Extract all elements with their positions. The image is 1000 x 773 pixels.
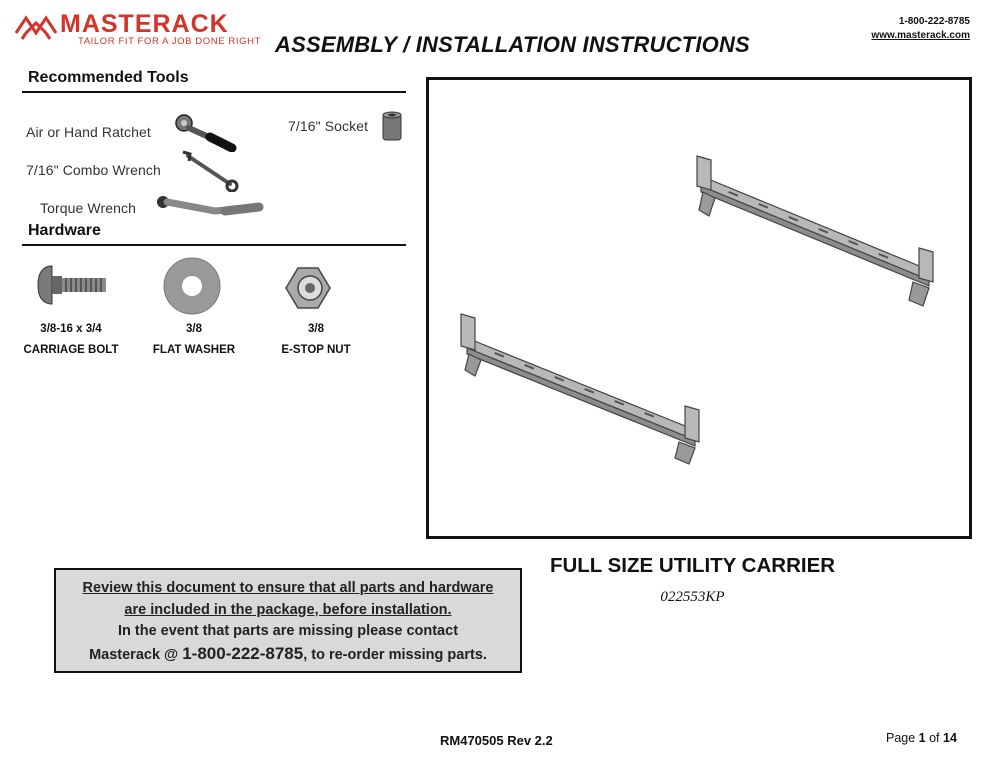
hardware-name: E-STOP NUT [281, 344, 351, 356]
hardware-divider [22, 244, 406, 246]
document-revision: RM470505 Rev 2.2 [440, 733, 553, 748]
tools-heading: Recommended Tools [28, 69, 189, 86]
brand-name: MASTERACK [60, 10, 229, 38]
notice-line-2: are included in the package, before installation. [124, 601, 452, 618]
page-prefix: Page [886, 731, 919, 745]
carriage-bolt-icon [36, 262, 108, 308]
notice-line-3: In the event that parts are missing please contact [117, 623, 459, 639]
ratchet-icon [172, 112, 238, 152]
notice-contact-suffix: , to re-order missing parts. [303, 646, 487, 663]
combo-wrench-icon [180, 150, 240, 192]
page-number [886, 731, 957, 745]
missing-parts-notice [54, 568, 522, 673]
product-title: FULL SIZE UTILITY CARRIER [549, 554, 836, 577]
flat-washer-icon [162, 256, 222, 316]
page-total: 14 [943, 731, 957, 745]
utility-carrier-bars-image [429, 80, 969, 536]
tool-label-combo-wrench: 7/16" Combo Wrench [26, 162, 161, 178]
document-title: ASSEMBLY / INSTALLATION INSTRUCTIONS [275, 32, 750, 57]
masterack-logo-icon [14, 9, 58, 41]
tools-divider [22, 91, 406, 93]
page-current: 1 [918, 731, 926, 745]
tool-label-socket: 7/16" Socket [288, 118, 369, 134]
hardware-size: 3/8 [308, 323, 324, 335]
product-image-frame [426, 77, 972, 539]
tool-label-torque-wrench: Torque Wrench [40, 200, 136, 216]
hardware-item-carriage-bolt [20, 319, 122, 361]
header-phone: 1-800-222-8785 [898, 16, 970, 27]
header-website-link[interactable]: www.masterack.com [871, 30, 970, 41]
notice-line-4 [56, 643, 520, 667]
hardware-name: FLAT WASHER [152, 344, 236, 356]
brand-tagline: TAILOR FIT FOR A JOB DONE RIGHT [78, 36, 261, 47]
page-of: of [925, 731, 943, 745]
torque-wrench-icon [155, 193, 265, 219]
hardware-item-e-stop-nut [268, 319, 364, 361]
e-stop-nut-icon [284, 266, 332, 312]
notice-contact-prefix: Masterack @ [89, 646, 183, 663]
hardware-item-flat-washer [146, 319, 242, 361]
hardware-heading: Hardware [28, 222, 101, 239]
tool-label-ratchet: Air or Hand Ratchet [26, 124, 151, 140]
hardware-name: CARRIAGE BOLT [23, 344, 119, 356]
hardware-size: 3/8 [186, 323, 202, 335]
product-code: 022553KP [660, 589, 725, 605]
notice-phone: 1-800-222-8785 [182, 643, 304, 663]
socket-icon [381, 110, 403, 142]
hardware-size: 3/8-16 x 3/4 [40, 323, 102, 335]
notice-line-1: Review this document to ensure that all parts and hardware [82, 580, 494, 596]
